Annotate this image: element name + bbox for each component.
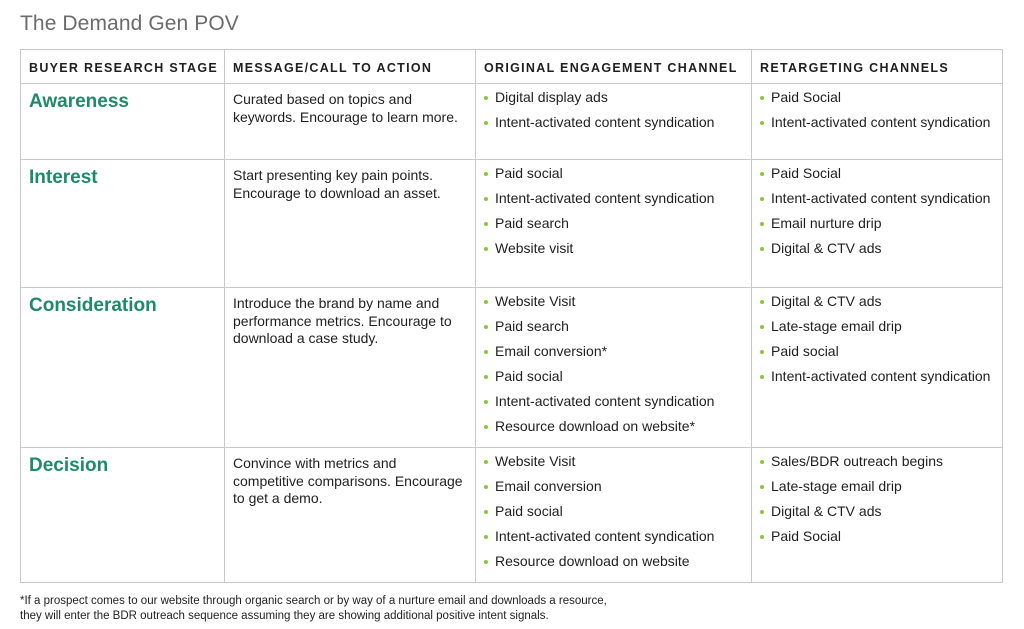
table-row-awareness: [21, 84, 1003, 160]
footnote-line: they will enter the BDR outreach sequence assuming they are showing additional positive intent signals.: [20, 610, 549, 622]
list-item: Paid social: [760, 343, 994, 361]
header-row: [21, 50, 1003, 84]
page-title: The Demand Gen POV: [20, 12, 239, 35]
stage-label: Interest: [21, 160, 225, 288]
list-item: Paid search: [484, 318, 743, 336]
retargeting-channels-list: [760, 89, 994, 132]
original-channels-cell: [476, 84, 752, 160]
retargeting-channels-cell: [752, 448, 1003, 583]
original-channels-list: [484, 165, 743, 258]
retargeting-channels-list: [760, 453, 994, 546]
original-channels-list: [484, 453, 743, 571]
list-item: Resource download on website: [484, 553, 743, 571]
list-item: Email conversion: [484, 478, 743, 496]
column-header-original-channel: ORIGINAL ENGAGEMENT CHANNEL: [476, 50, 752, 84]
table-row-decision: [21, 448, 1003, 583]
list-item: Paid search: [484, 215, 743, 233]
list-item: Paid social: [484, 165, 743, 183]
list-item: Paid social: [484, 368, 743, 386]
list-item: Website visit: [484, 240, 743, 258]
list-item: Paid social: [484, 503, 743, 521]
retargeting-channels-list: [760, 165, 994, 258]
list-item: Paid Social: [760, 528, 994, 546]
list-item: Website Visit: [484, 293, 743, 311]
column-header-stage: BUYER RESEARCH STAGE: [21, 50, 225, 84]
message-cell: Curated based on topics and keywords. Encourage to learn more.: [225, 84, 476, 160]
list-item: Intent-activated content syndication: [760, 368, 994, 386]
table-row-interest: [21, 160, 1003, 288]
list-item: Paid Social: [760, 89, 994, 107]
list-item: Late-stage email drip: [760, 318, 994, 336]
retargeting-channels-cell: [752, 160, 1003, 288]
retargeting-channels-cell: [752, 84, 1003, 160]
stage-label: Awareness: [21, 84, 225, 160]
list-item: Digital & CTV ads: [760, 240, 994, 258]
original-channels-list: [484, 293, 743, 436]
demand-gen-table: [20, 49, 1003, 583]
footnote-line: *If a prospect comes to our website through organic search or by way of a nurture email and downloads a resource,: [20, 595, 607, 607]
stage-label: Decision: [21, 448, 225, 583]
list-item: Intent-activated content syndication: [760, 190, 994, 208]
original-channels-cell: [476, 288, 752, 448]
list-item: Intent-activated content syndication: [484, 393, 743, 411]
footnote: [20, 594, 607, 624]
list-item: Digital display ads: [484, 89, 743, 107]
list-item: Paid Social: [760, 165, 994, 183]
message-cell: Introduce the brand by name and performance metrics. Encourage to download a case study.: [225, 288, 476, 448]
list-item: Late-stage email drip: [760, 478, 994, 496]
column-header-retargeting: RETARGETING CHANNELS: [752, 50, 1003, 84]
list-item: Email nurture drip: [760, 215, 994, 233]
list-item: Digital & CTV ads: [760, 503, 994, 521]
list-item: Website Visit: [484, 453, 743, 471]
original-channels-cell: [476, 448, 752, 583]
original-channels-list: [484, 89, 743, 132]
list-item: Digital & CTV ads: [760, 293, 994, 311]
table-row-consideration: [21, 288, 1003, 448]
message-cell: Convince with metrics and competitive comparisons. Encourage to get a demo.: [225, 448, 476, 583]
list-item: Intent-activated content syndication: [484, 528, 743, 546]
message-cell: Start presenting key pain points. Encourage to download an asset.: [225, 160, 476, 288]
list-item: Intent-activated content syndication: [484, 190, 743, 208]
list-item: Intent-activated content syndication: [484, 114, 743, 132]
column-header-message: MESSAGE/CALL TO ACTION: [225, 50, 476, 84]
list-item: Email conversion*: [484, 343, 743, 361]
list-item: Sales/BDR outreach begins: [760, 453, 994, 471]
original-channels-cell: [476, 160, 752, 288]
list-item: Intent-activated content syndication: [760, 114, 994, 132]
retargeting-channels-cell: [752, 288, 1003, 448]
retargeting-channels-list: [760, 293, 994, 386]
stage-label: Consideration: [21, 288, 225, 448]
list-item: Resource download on website*: [484, 418, 743, 436]
